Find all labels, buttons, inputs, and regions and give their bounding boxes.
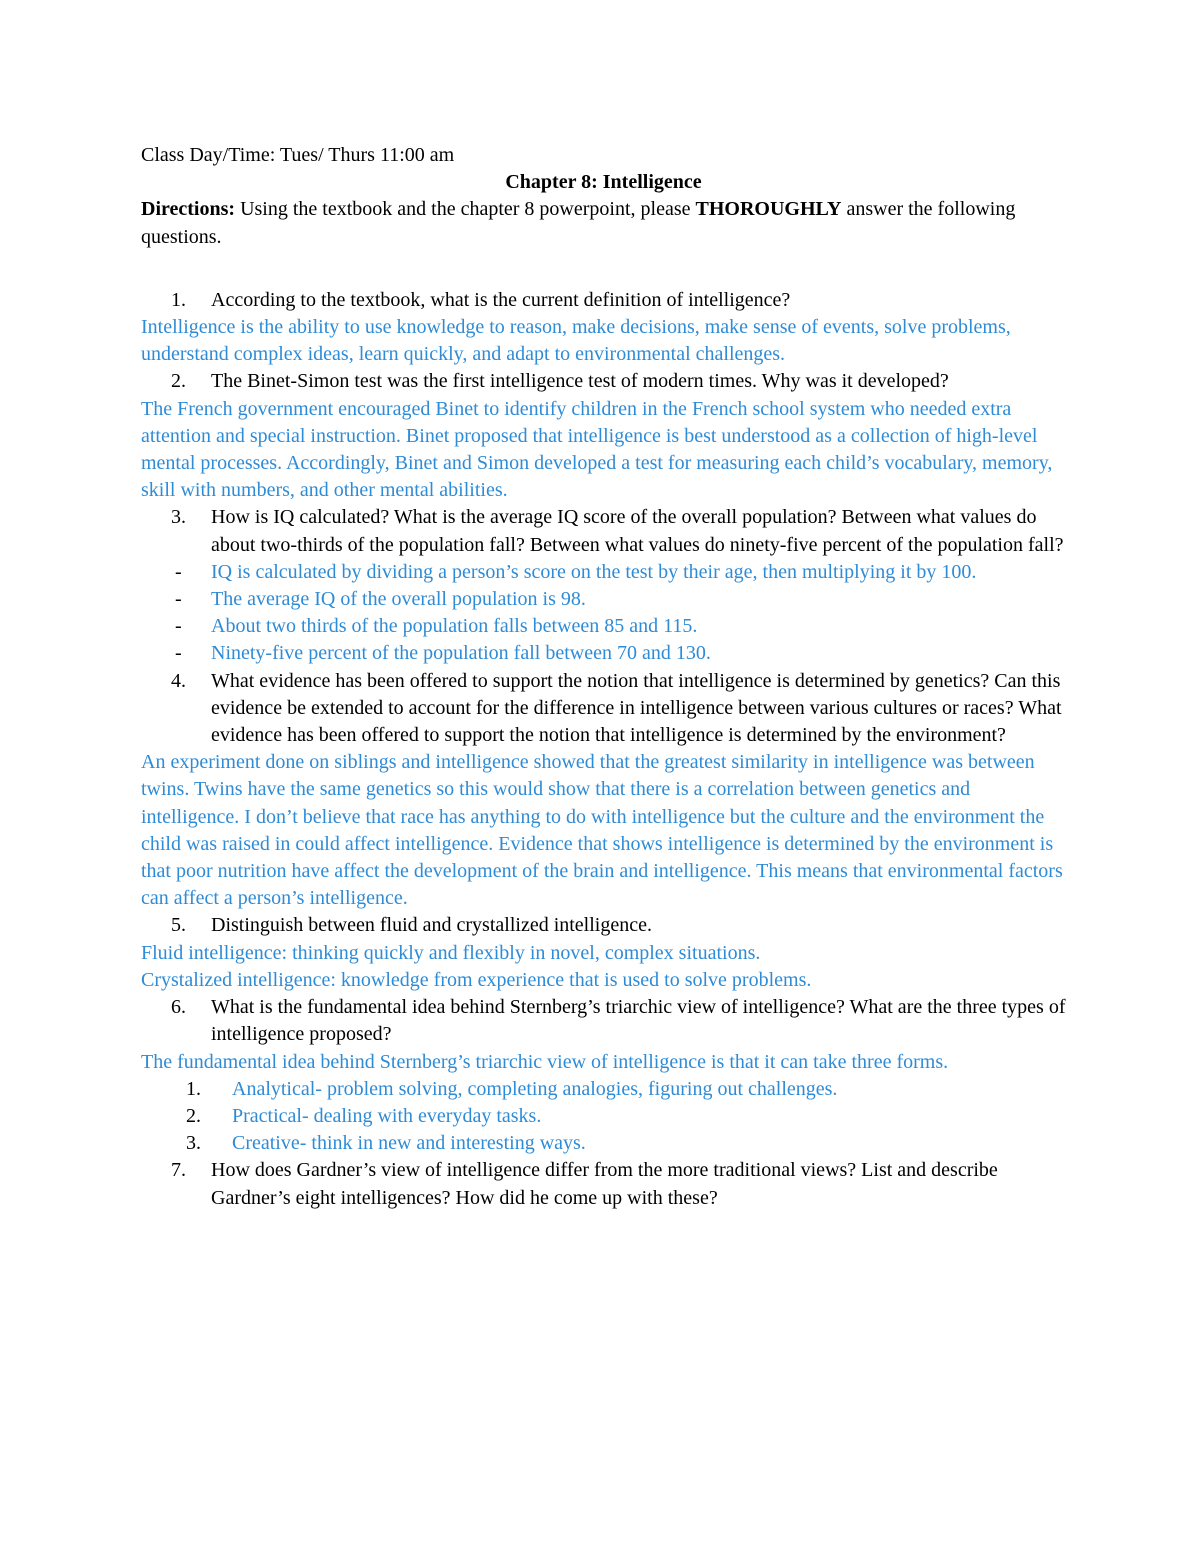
- bullet-text: IQ is calculated by dividing a person’s score on the test by their age, then multiplying it by 100.: [211, 560, 977, 583]
- answer-5-crystallized: Crystalized intelligence: knowledge from experience that is used to solve problems.: [141, 968, 812, 991]
- subitem-text: Practical- dealing with everyday tasks.: [232, 1104, 542, 1127]
- bullet-mark: -: [175, 560, 182, 583]
- bullet-mark: -: [175, 588, 182, 611]
- question-number: 1.: [171, 288, 186, 311]
- bullet-mark: -: [175, 615, 182, 638]
- question-2: [141, 368, 1066, 395]
- question-5: [141, 912, 1066, 939]
- question-text: Distinguish between fluid and crystallized intelligence.: [211, 914, 652, 937]
- answer-6-subitem: [141, 1130, 1066, 1157]
- bullet-text: About two thirds of the population falls between 85 and 115.: [211, 615, 698, 638]
- directions-emphasis: THOROUGHLY: [695, 198, 842, 221]
- directions-text-1: Using the textbook and the chapter 8 powerpoint, please: [235, 198, 696, 221]
- subitem-number: 2.: [186, 1104, 201, 1127]
- question-number: 4.: [171, 669, 186, 692]
- answer-6-subitem: [141, 1103, 1066, 1130]
- question-4: [141, 668, 1066, 750]
- subitem-number: 3.: [186, 1132, 201, 1155]
- directions: [141, 196, 1066, 250]
- answer-3-bullet: [141, 613, 1066, 640]
- answer-1: Intelligence is the ability to use knowledge to reason, make decisions, make sense of events, solve problems, understand complex ideas, learn quickly, and adapt to environmental challenges.: [141, 316, 1011, 366]
- question-3: [141, 504, 1066, 558]
- bullet-mark: -: [175, 642, 182, 665]
- document-page: [141, 142, 1066, 1212]
- answer-3-bullet: [141, 559, 1066, 586]
- subitem-text: Analytical- problem solving, completing analogies, figuring out challenges.: [232, 1077, 838, 1100]
- bullet-text: Ninety-five percent of the population fall between 70 and 130.: [211, 642, 711, 665]
- answer-6-subitem: [141, 1076, 1066, 1103]
- question-text: What is the fundamental idea behind Sternberg’s triarchic view of intelligence? What are the three types of intelligence proposed?: [211, 996, 1066, 1046]
- question-6: [141, 994, 1066, 1048]
- question-text: The Binet-Simon test was the first intelligence test of modern times. Why was it developed?: [211, 370, 949, 393]
- answer-3-bullet: [141, 640, 1066, 667]
- question-text: How is IQ calculated? What is the average IQ score of the overall population? Between what values do about two-thirds of the population fall? Between what values do ninety-five percent of the population fall?: [211, 506, 1064, 556]
- class-time: Class Day/Time: Tues/ Thurs 11:00 am: [141, 144, 455, 166]
- answer-2: The French government encouraged Binet to identify children in the French school system who needed extra attention and special instruction. Binet proposed that intelligence is best understood as a collection of high-level mental processes. Accordingly, Binet and Simon developed a test for measuring each child’s vocabulary, memory, skill with numbers, and other mental abilities.: [141, 397, 1053, 502]
- question-7: [141, 1157, 1066, 1211]
- question-number: 3.: [171, 506, 186, 529]
- answer-5-fluid: Fluid intelligence: thinking quickly and flexibly in novel, complex situations.: [141, 941, 761, 964]
- spacer: [141, 251, 1066, 287]
- question-text: How does Gardner’s view of intelligence differ from the more traditional views? List and describe Gardner’s eight intelligences? How did he come up with these?: [211, 1159, 998, 1209]
- answer-6: The fundamental idea behind Sternberg’s triarchic view of intelligence is that it can take three forms.: [141, 1050, 949, 1073]
- question-number: 6.: [171, 996, 186, 1019]
- chapter-title: Chapter 8: Intelligence: [505, 171, 702, 194]
- question-number: 2.: [171, 370, 186, 393]
- directions-text-2: answer the following questions.: [141, 198, 1016, 248]
- question-1: [141, 287, 1066, 314]
- question-number: 7.: [171, 1159, 186, 1182]
- directions-label: Directions:: [141, 198, 236, 221]
- subitem-number: 1.: [186, 1077, 201, 1100]
- answer-3-bullet: [141, 586, 1066, 613]
- bullet-text: The average IQ of the overall population is 98.: [211, 588, 586, 611]
- answer-4: An experiment done on siblings and intelligence showed that the greatest similarity in intelligence was between twins. Twins have the same genetics so this would show that there is a correlation between genetics and intelligence. I don’t believe that race has anything to do with intelligence but the culture and the environment the child was raised in could affect intelligence. Evidence that shows intelligence is determined by the environment is that poor nutrition have affect the development of the brain and intelligence. This means that environmental factors can affect a person’s intelligence.: [141, 751, 1063, 910]
- question-text: What evidence has been offered to support the notion that intelligence is determined by genetics? Can this evidence be extended to account for the difference in intelligence between various cultures or races? What evidence has been offered to support the notion that intelligence is determined by the environment?: [211, 669, 1062, 747]
- subitem-text: Creative- think in new and interesting ways.: [232, 1132, 586, 1155]
- question-text: According to the textbook, what is the current definition of intelligence?: [211, 288, 791, 311]
- question-number: 5.: [171, 914, 186, 937]
